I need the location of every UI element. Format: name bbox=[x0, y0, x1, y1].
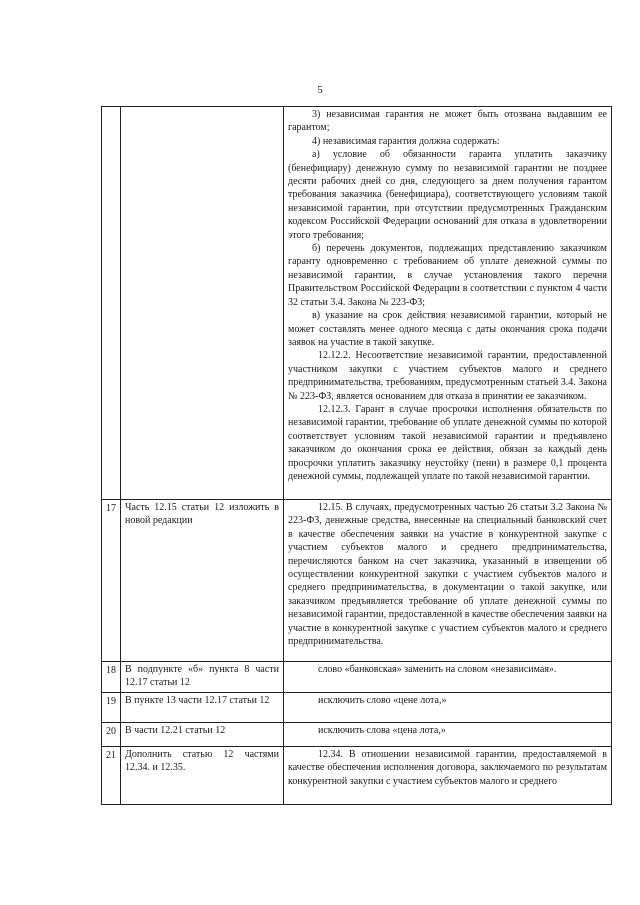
content-paragraph: а) условие об обязанности гаранта уплатить заказчику (бенефициару) денежную сумму по независимой гарантии не позднее десяти рабочих дней со дня, следующего за днем получения гарантом требования заказчика (бенефициара), соответствующего условиям такой независимой гарантии, при отсутствии предусмотренных Гражданским кодексом Российской Федерации оснований для отказа в удовлетворении этого требования; bbox=[288, 149, 607, 241]
instruction-text: В пункте 13 части 12.17 статьи 12 bbox=[125, 694, 270, 706]
instruction-cell bbox=[121, 500, 284, 662]
content-paragraph: слово «банковская» заменить на словом «независимая». bbox=[318, 664, 557, 675]
content-cell bbox=[284, 500, 612, 662]
table-row bbox=[102, 722, 612, 746]
instruction-cell bbox=[121, 746, 284, 804]
instruction-text: Часть 12.15 статьи 12 изложить в новой редакции bbox=[125, 502, 279, 527]
row-number: 18 bbox=[106, 665, 116, 676]
instruction-cell bbox=[121, 692, 284, 722]
content-paragraph: 4) независимая гарантия должна содержать: bbox=[312, 135, 500, 147]
instruction-text: В подпункте «б» пункта 8 части 12.17 статьи 12 bbox=[125, 664, 279, 689]
table-row bbox=[102, 746, 612, 804]
content-paragraph: 12.15. В случаях, предусмотренных частью 26 статьи 3.2 Закона № 223-ФЗ, денежные средства, внесенные на специальный банковский счет в качестве обеспечения заявки на участие в конкурентной закупке с участием субъектов малого и среднего предпринимательства, перечисляются банком на счет заказчика, указанный в извещении об осуществлении конкурентной закупки с участием субъектов малого и среднего предпринимательства, в документации о такой закупке, или заказчиком предъявляется требование об уплате денежной суммы по независимой гарантии, предоставленной в качестве обеспечения заявки на участие в конкурентной закупке с участием субъектов малого и среднего предпринимательства. bbox=[288, 502, 607, 648]
content-paragraph: исключить слово «цене лота,» bbox=[318, 694, 447, 706]
row-number-cell bbox=[102, 500, 121, 662]
row-number-cell bbox=[102, 746, 121, 804]
row-number bbox=[102, 107, 120, 111]
row-number: 17 bbox=[106, 503, 116, 514]
instruction-cell bbox=[121, 107, 284, 500]
content-cell bbox=[284, 692, 612, 722]
content-paragraph: в) указание на срок действия независимой гарантии, который не может составлять менее одного месяца с даты окончания срока подачи заявок на участие в такой закупке. bbox=[288, 310, 607, 348]
instruction-text bbox=[121, 107, 283, 110]
row-number-cell bbox=[102, 722, 121, 746]
instruction-text: Дополнить статью 12 частями 12.34. и 12.35. bbox=[125, 748, 279, 774]
table-row bbox=[102, 500, 612, 662]
instruction-cell bbox=[121, 662, 284, 693]
content-paragraph: 12.12.3. Гарант в случае просрочки исполнения обязательств по независимой гарантии, требование об уплате денежной суммы по которой соответствует условиям такой независимой гарантии и предъявлено заказчиком до окончания срока ее действия, обязан за каждый день просрочки уплатить заказчику неустойку (пени) в размере 0,1 процента денежной суммы, подлежащей уплате по такой независимой гарантии. bbox=[288, 403, 607, 482]
row-number: 21 bbox=[106, 749, 116, 761]
row-number-cell bbox=[102, 692, 121, 722]
table-row bbox=[102, 692, 612, 722]
content-paragraph: 3) независимая гарантия не может быть отозвана выдавшим ее гарантом; bbox=[288, 109, 607, 134]
row-number: 20 bbox=[106, 725, 116, 737]
content-paragraph: 12.12.2. Несоответствие независимой гарантии, предоставленной участником закупки с участием субъектов малого и среднего предпринимательства, требованиям, предусмотренным статьей 3.4. Закона № 223-ФЗ, является основанием для отказа в принятии ее заказчиком. bbox=[288, 350, 607, 402]
table-row bbox=[102, 662, 612, 693]
table-row bbox=[102, 107, 612, 500]
content-paragraph: 12.34. В отношении независимой гарантии, предоставляемой в качестве обеспечения исполнения договора, заключаемого по результатам конкурентной закупки с участием субъектов малого и среднего bbox=[288, 748, 607, 787]
content-paragraph: исключить слова «цена лота,» bbox=[318, 724, 446, 736]
content-cell bbox=[284, 662, 612, 693]
content-cell bbox=[284, 107, 612, 500]
instruction-cell bbox=[121, 722, 284, 746]
amendments-table bbox=[101, 106, 612, 805]
page-number: 5 bbox=[317, 84, 323, 96]
row-number-cell bbox=[102, 107, 121, 500]
row-number: 19 bbox=[106, 695, 116, 707]
content-cell bbox=[284, 746, 612, 804]
content-cell bbox=[284, 722, 612, 746]
instruction-text: В части 12.21 статьи 12 bbox=[125, 724, 226, 736]
row-number-cell bbox=[102, 662, 121, 693]
content-paragraph: б) перечень документов, подлежащих представлению заказчиком гаранту одновременно с требованием об уплате денежной суммы по независимой гарантии, в случае установления такого перечня Правительством Российской Федерации в соответствии с пунктом 4 части 32 статьи 3.4. Закона № 223-ФЗ; bbox=[288, 243, 607, 308]
